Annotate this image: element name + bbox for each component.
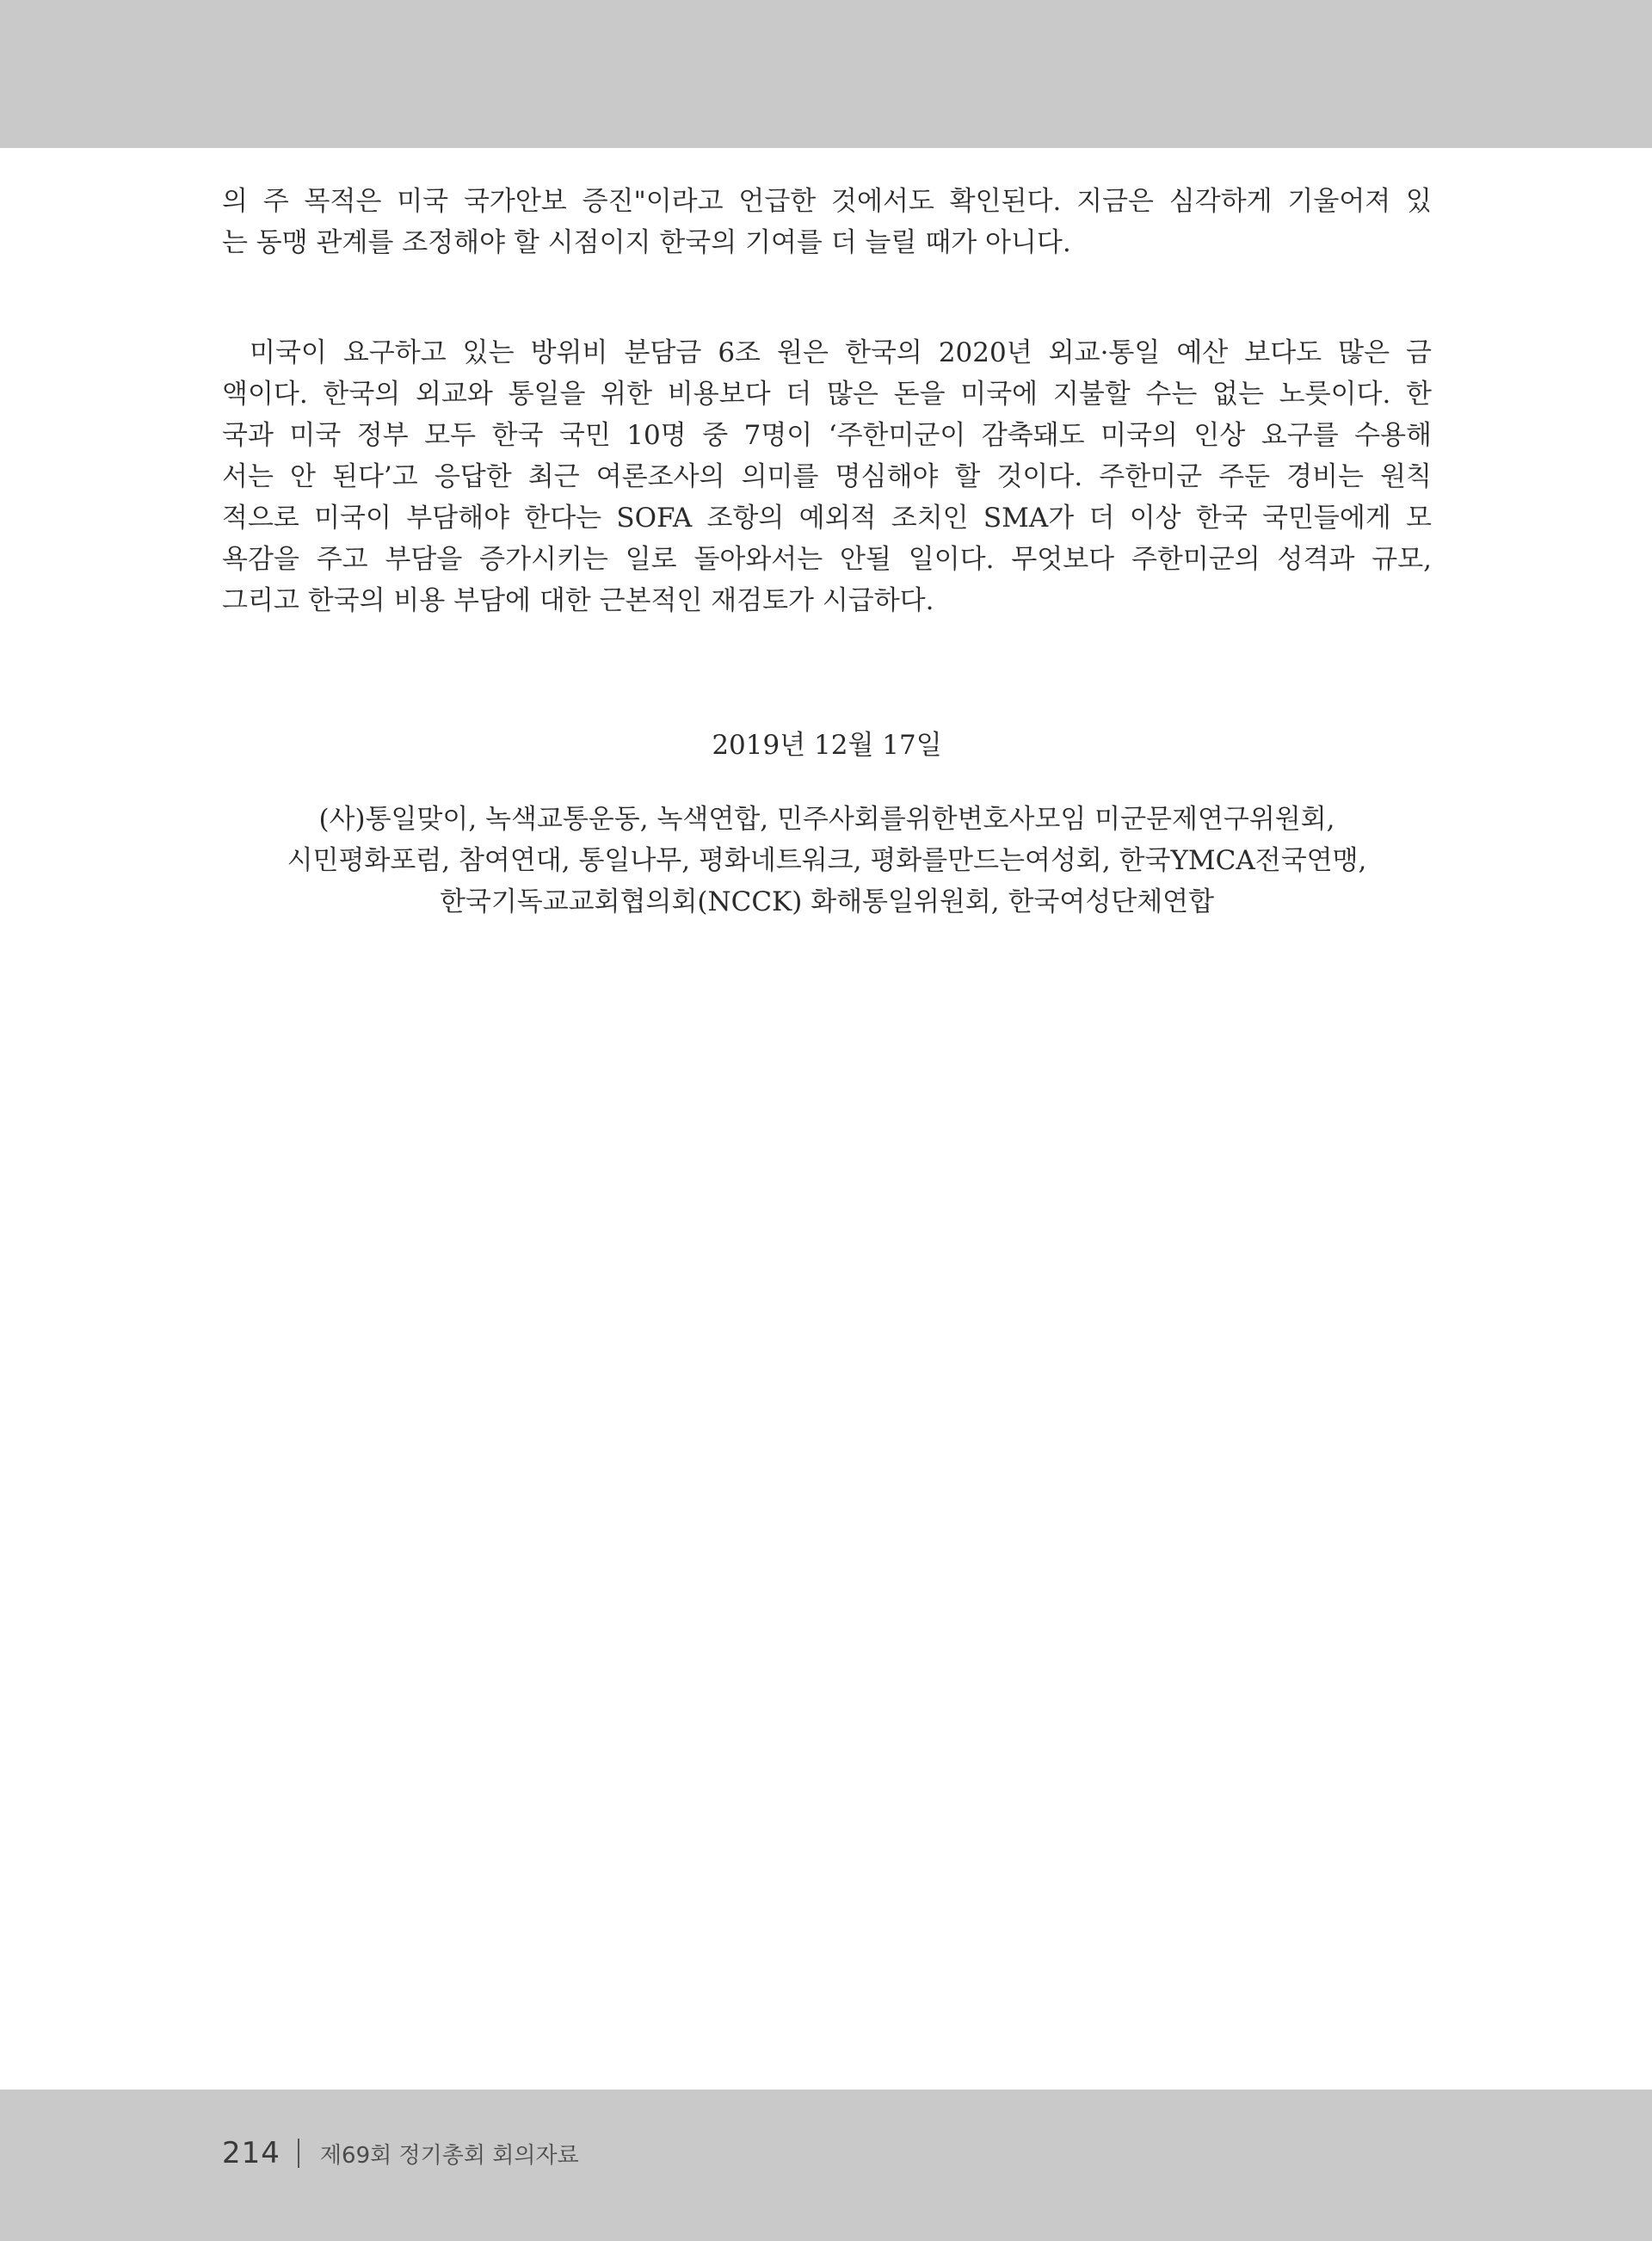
signatory-line: 한국기독교교회협의회(NCCK) 화해통일위원회, 한국여성단체연합 bbox=[439, 886, 1215, 917]
publication-title: 제69회 정기총회 회의자료 bbox=[319, 2142, 579, 2169]
signatory-list bbox=[222, 799, 1432, 923]
page-number: 214 bbox=[222, 2136, 280, 2170]
paragraph-1-line: 의 주 목적은 미국 국가안보 증진"이라고 언급한 것에서도 확인된다. 지금은 심각하게 기울어져 있 bbox=[222, 186, 1432, 217]
paragraph-2-line: 그리고 한국의 비용 부담에 대한 근본적인 재검토가 시급하다. bbox=[222, 585, 934, 616]
paragraph-2-line: 액이다. 한국의 외교와 통일을 위한 비용보다 더 많은 돈을 미국에 지불할 수는 없는 노릇이다. 한 bbox=[222, 379, 1432, 410]
paragraph-2-line: 국과 미국 정부 모두 한국 국민 10명 중 7명이 ‘주한미군이 감축돼도 미국의 인상 요구를 수용해 bbox=[222, 420, 1432, 451]
signatory-line: 시민평화포럼, 참여연대, 통일나무, 평화네트워크, 평화를만드는여성회, 한국YMCA전국연맹, bbox=[287, 845, 1367, 876]
page-footer bbox=[222, 2127, 579, 2179]
document-body bbox=[222, 181, 1432, 923]
paragraph-2-line: 욕감을 주고 부담을 증가시키는 일로 돌아와서는 안될 일이다. 무엇보다 주한미군의 성격과 규모, bbox=[222, 544, 1432, 575]
paragraph-2 bbox=[222, 332, 1432, 621]
paragraph-1 bbox=[222, 181, 1432, 263]
paragraph-2-line: 미국이 요구하고 있는 방위비 분담금 6조 원은 한국의 2020년 외교·통일 예산 보다도 많은 금 bbox=[250, 337, 1432, 368]
paragraph-2-line: 서는 안 된다’고 응답한 최근 여론조사의 의미를 명심해야 할 것이다. 주한미군 주둔 경비는 원칙 bbox=[222, 461, 1432, 492]
header-band bbox=[0, 0, 1652, 148]
signatory-line: (사)통일맞이, 녹색교통운동, 녹색연합, 민주사회를위한변호사모임 미군문제연구위원회, bbox=[318, 804, 1335, 835]
statement-date: 2019년 12월 17일 bbox=[712, 730, 942, 761]
paragraph-1-line: 는 동맹 관계를 조정해야 할 시점이지 한국의 기여를 더 늘릴 때가 아니다. bbox=[222, 227, 1071, 258]
footer-divider bbox=[298, 2139, 299, 2168]
paragraph-2-line: 적으로 미국이 부담해야 한다는 SOFA 조항의 예외적 조치인 SMA가 더 이상 한국 국민들에게 모 bbox=[222, 503, 1432, 534]
